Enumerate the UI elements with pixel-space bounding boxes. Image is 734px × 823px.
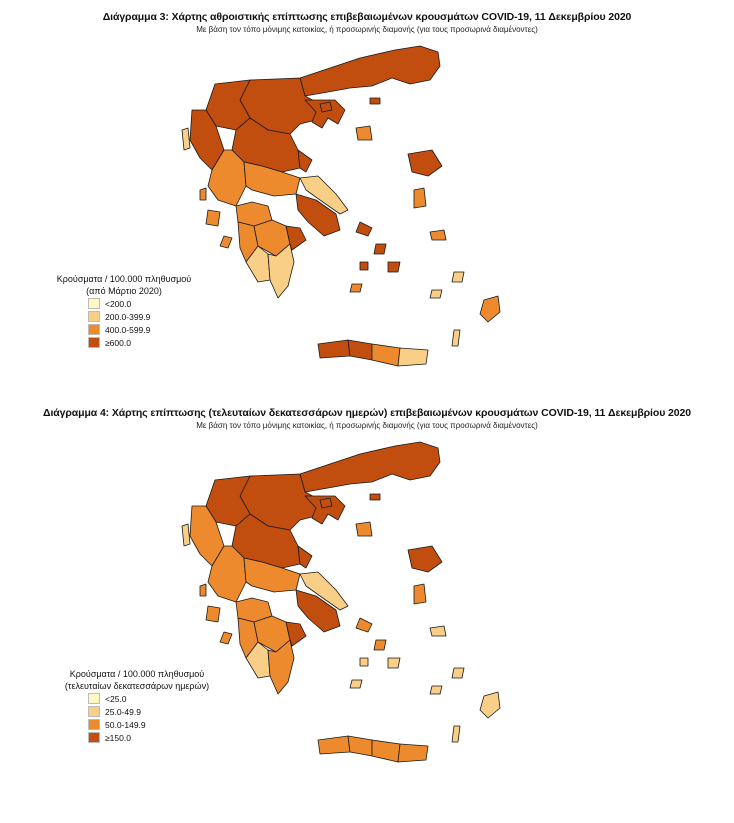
region-lesvos xyxy=(408,546,442,572)
region-thassos xyxy=(320,498,332,508)
region-pelion xyxy=(298,150,312,172)
region-cyclades-2 xyxy=(388,658,400,668)
region-samos xyxy=(430,230,446,240)
region-cyclades-1 xyxy=(374,244,386,254)
legend-item: 400.0-599.9 xyxy=(88,323,204,336)
region-lefkada xyxy=(200,584,206,596)
region-chios xyxy=(414,584,426,604)
region-dodecanese-1 xyxy=(452,668,464,678)
legend-swatch xyxy=(88,719,100,730)
legend-subtitle: (τελευταίων δεκατεσσάρων ημερών) xyxy=(64,681,210,691)
legend-item: <25.0 xyxy=(88,692,230,705)
region-zakynthos xyxy=(220,236,232,248)
map-legend xyxy=(44,273,204,349)
legend-item: 25.0-49.9 xyxy=(88,705,230,718)
legend-subtitle: (από Μάρτιο 2020) xyxy=(86,286,162,296)
region-karpathos xyxy=(452,330,460,346)
legend-swatch xyxy=(88,324,100,335)
region-thrace xyxy=(300,442,440,492)
map-title: Διάγραμμα 4: Χάρτης επίπτωσης (τελευταίων δεκατεσσάρων ημερών) επιβεβαιωμένων κρουσμάτων COVID-19, 11 Δεκεμβρίου 2020 xyxy=(43,407,691,419)
region-karpathos xyxy=(452,726,460,742)
region-cyclades-1 xyxy=(374,640,386,650)
region-lemnos xyxy=(356,522,372,536)
legend-item: ≥600.0 xyxy=(88,336,204,349)
region-dodecanese-2 xyxy=(430,686,442,694)
map-legend xyxy=(44,668,230,744)
legend-swatch xyxy=(88,732,100,743)
region-rethymno xyxy=(348,736,372,756)
region-zakynthos xyxy=(220,632,232,644)
region-cyclades-4 xyxy=(350,284,362,292)
region-thrace xyxy=(300,46,440,96)
region-lasithi xyxy=(398,348,428,366)
legend-swatch xyxy=(88,311,100,322)
region-lemnos xyxy=(356,126,372,140)
region-kefalonia xyxy=(206,606,220,622)
legend-swatch xyxy=(88,706,100,717)
region-heraklion xyxy=(372,344,400,366)
region-cyclades-3 xyxy=(360,658,368,666)
region-thassos xyxy=(320,102,332,112)
region-chania xyxy=(318,736,350,754)
region-corfu xyxy=(182,128,190,150)
map-subtitle: Με βάση τον τόπο μόνιμης κατοικίας, ή προσωρινής διαμονής (για τους προσωρινά διαμένοντες) xyxy=(196,421,538,430)
region-chios xyxy=(414,188,426,208)
legend-title: Κρούσματα / 100.000 πληθυσμού xyxy=(56,274,192,284)
region-cyclades-2 xyxy=(388,262,400,272)
legend-item: 50.0-149.9 xyxy=(88,718,230,731)
region-andros xyxy=(356,222,372,236)
legend-item: ≥150.0 xyxy=(88,731,230,744)
region-cyclades-3 xyxy=(360,262,368,270)
legend-swatch xyxy=(88,693,100,704)
region-dodecanese-1 xyxy=(452,272,464,282)
region-rhodes xyxy=(480,296,500,322)
region-heraklion xyxy=(372,740,400,762)
region-lesvos xyxy=(408,150,442,176)
legend-swatch xyxy=(88,298,100,309)
region-dodecanese-2 xyxy=(430,290,442,298)
region-pelion xyxy=(298,546,312,568)
region-corfu xyxy=(182,524,190,546)
region-samothrace xyxy=(370,494,380,500)
region-kefalonia xyxy=(206,210,220,226)
legend-swatch xyxy=(88,337,100,348)
map-subtitle: Με βάση τον τόπο μόνιμης κατοικίας, ή προσωρινής διαμονής (για τους προσωρινά διαμένοντες) xyxy=(196,25,538,34)
region-samothrace xyxy=(370,98,380,104)
region-andros xyxy=(356,618,372,632)
region-rhodes xyxy=(480,692,500,718)
region-lefkada xyxy=(200,188,206,200)
map-title: Διάγραμμα 3: Χάρτης αθροιστικής επίπτωσης επιβεβαιωμένων κρουσμάτων COVID-19, 11 Δεκεμβρίου 2020 xyxy=(102,11,632,23)
legend-item: 200.0-399.9 xyxy=(88,310,204,323)
region-chania xyxy=(318,340,350,358)
region-rethymno xyxy=(348,340,372,360)
region-samos xyxy=(430,626,446,636)
region-lasithi xyxy=(398,744,428,762)
legend-title: Κρούσματα / 100.000 πληθυσμού xyxy=(69,669,205,679)
legend-item: <200.0 xyxy=(88,297,204,310)
region-cyclades-4 xyxy=(350,680,362,688)
